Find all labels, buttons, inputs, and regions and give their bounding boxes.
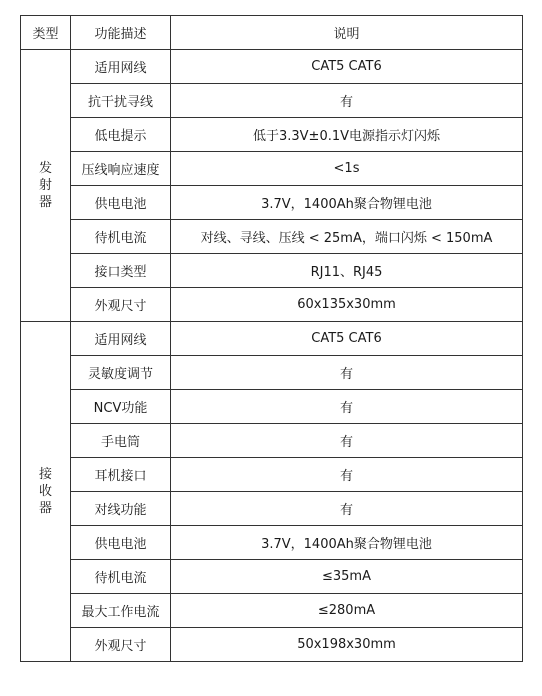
header-row <box>21 16 523 50</box>
description-cell: RJ11、RJ45 <box>171 254 523 288</box>
feature-cell: 待机电流 <box>71 560 171 594</box>
feature-cell: 供电电池 <box>71 186 171 220</box>
description-cell: 有 <box>171 84 523 118</box>
table-row <box>21 254 523 288</box>
table-row <box>21 594 523 628</box>
table-row <box>21 118 523 152</box>
header-type: 类型 <box>21 16 71 50</box>
table-row <box>21 220 523 254</box>
category-char: 器 <box>38 501 52 516</box>
table-row <box>21 628 523 662</box>
description-cell: ≤35mA <box>171 560 523 594</box>
feature-cell: 低电提示 <box>71 118 171 152</box>
feature-cell: 对线功能 <box>71 492 171 526</box>
description-cell: 有 <box>171 458 523 492</box>
feature-cell: NCV功能 <box>71 390 171 424</box>
category-char: 发 <box>38 161 52 176</box>
category-receiver <box>21 322 71 662</box>
description-cell: 3.7V，1400Ah聚合物锂电池 <box>171 186 523 220</box>
description-cell: 有 <box>171 390 523 424</box>
feature-cell: 抗干扰寻线 <box>71 84 171 118</box>
table-row <box>21 84 523 118</box>
table-row <box>21 526 523 560</box>
description-cell: 低于3.3V±0.1V电源指示灯闪烁 <box>171 118 523 152</box>
category-char: 器 <box>38 195 52 210</box>
description-cell: CAT5 CAT6 <box>171 50 523 84</box>
table-row <box>21 560 523 594</box>
spec-table <box>20 15 523 662</box>
table-row <box>21 458 523 492</box>
feature-cell: 压线响应速度 <box>71 152 171 186</box>
feature-cell: 最大工作电流 <box>71 594 171 628</box>
category-char: 射 <box>38 178 52 193</box>
table-row <box>21 322 523 356</box>
description-cell: ≤280mA <box>171 594 523 628</box>
table-row <box>21 424 523 458</box>
category-char: 收 <box>38 484 52 499</box>
table-row <box>21 50 523 84</box>
table-row <box>21 356 523 390</box>
feature-cell: 接口类型 <box>71 254 171 288</box>
description-cell: CAT5 CAT6 <box>171 322 523 356</box>
category-transmitter <box>21 50 71 322</box>
feature-cell: 供电电池 <box>71 526 171 560</box>
description-cell: 有 <box>171 492 523 526</box>
feature-cell: 耳机接口 <box>71 458 171 492</box>
feature-cell: 外观尺寸 <box>71 628 171 662</box>
feature-cell: 适用网线 <box>71 322 171 356</box>
description-cell: 60x135x30mm <box>171 288 523 322</box>
table-row <box>21 288 523 322</box>
description-cell: <1s <box>171 152 523 186</box>
table-row <box>21 390 523 424</box>
description-cell: 有 <box>171 356 523 390</box>
feature-cell: 外观尺寸 <box>71 288 171 322</box>
table-row <box>21 152 523 186</box>
description-cell: 50x198x30mm <box>171 628 523 662</box>
header-feature: 功能描述 <box>71 16 171 50</box>
table-row <box>21 186 523 220</box>
feature-cell: 手电筒 <box>71 424 171 458</box>
table-row <box>21 492 523 526</box>
header-description: 说明 <box>171 16 523 50</box>
category-char: 接 <box>38 467 52 482</box>
feature-cell: 适用网线 <box>71 50 171 84</box>
description-cell: 有 <box>171 424 523 458</box>
feature-cell: 待机电流 <box>71 220 171 254</box>
description-cell: 对线、寻线、压线 < 25mA，端口闪烁 < 150mA <box>171 220 523 254</box>
description-cell: 3.7V，1400Ah聚合物锂电池 <box>171 526 523 560</box>
spec-body <box>21 50 523 662</box>
feature-cell: 灵敏度调节 <box>71 356 171 390</box>
